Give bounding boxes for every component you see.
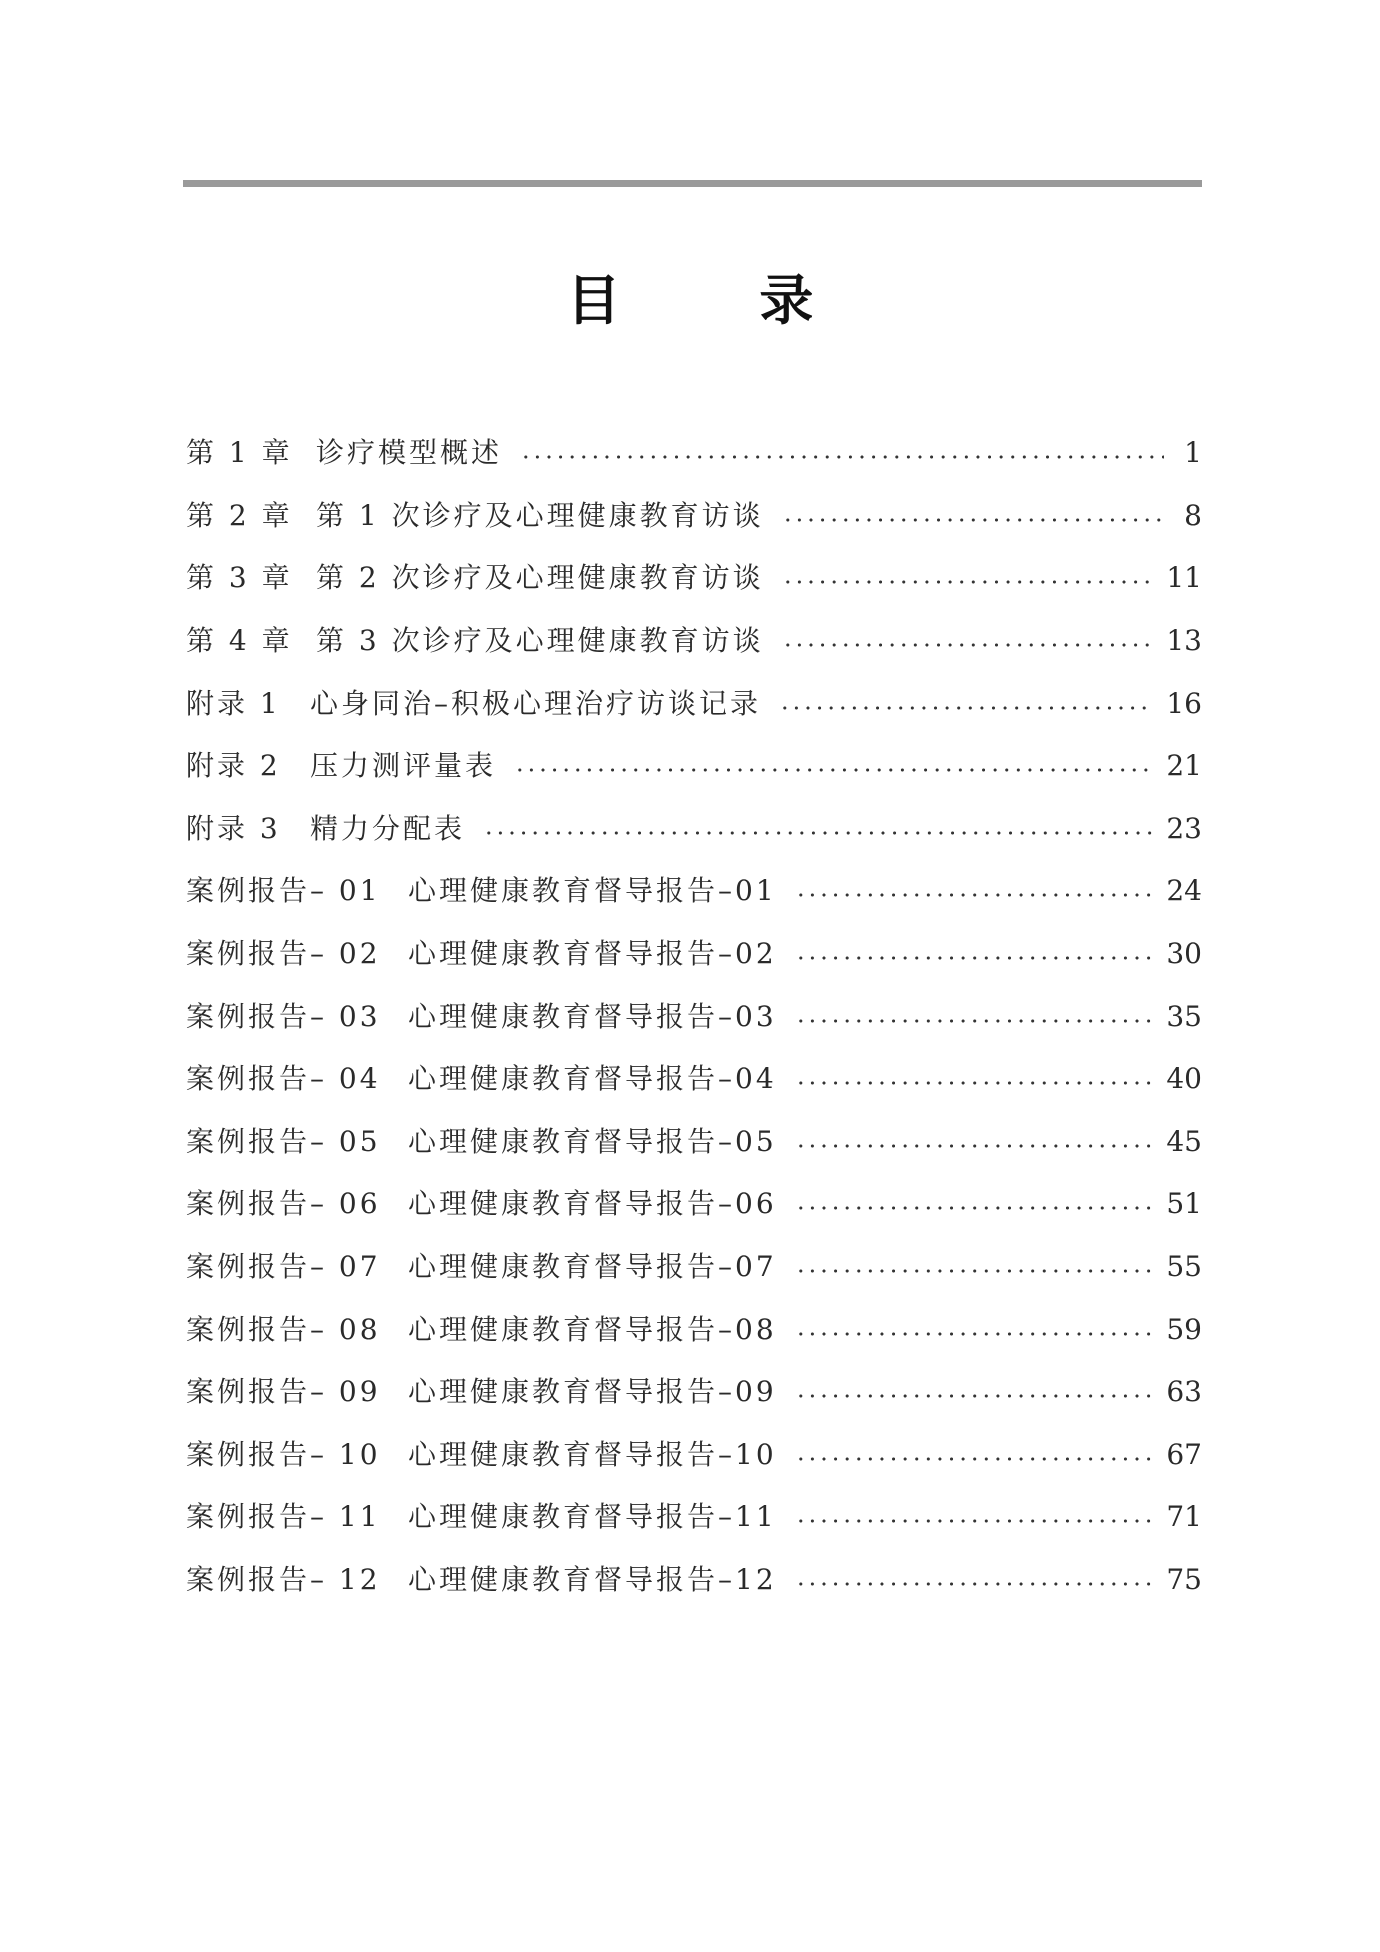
toc-entry-label: 案例报告– 07	[186, 1250, 381, 1284]
toc-entry[interactable]	[186, 547, 1202, 610]
dot-leader	[782, 518, 1164, 522]
toc-entry[interactable]	[186, 672, 1202, 735]
page-title: 目 录	[566, 269, 874, 332]
toc-entry[interactable]	[186, 1549, 1202, 1612]
dot-leader	[782, 643, 1153, 647]
toc-entry-page-number: 75	[1166, 1562, 1202, 1596]
dot-leader	[795, 1519, 1153, 1523]
toc-entry[interactable]	[186, 860, 1202, 923]
dot-leader	[514, 768, 1152, 772]
toc-entry-title: 心身同治–积极心理治疗访谈记录	[310, 686, 762, 720]
toc-entry-page-number: 1	[1184, 436, 1202, 470]
toc-entry-label: 案例报告– 09	[186, 1375, 381, 1409]
toc-entry-page-number: 35	[1166, 999, 1202, 1033]
toc-entry-label: 案例报告– 05	[186, 1124, 381, 1158]
toc-entry-title: 心理健康教育督导报告–02	[408, 937, 777, 971]
top-rule	[183, 180, 1202, 187]
toc-entry-title: 心理健康教育督导报告–04	[408, 1062, 777, 1096]
dot-leader	[795, 1206, 1153, 1210]
toc-entry[interactable]	[186, 1361, 1202, 1424]
dot-leader	[795, 893, 1153, 897]
toc-entry-title: 心理健康教育督导报告–09	[408, 1375, 777, 1409]
toc-entry-label: 案例报告– 01	[186, 874, 381, 908]
toc-entry-title: 心理健康教育督导报告–01	[408, 874, 777, 908]
toc-entry[interactable]	[186, 1048, 1202, 1111]
toc-entry-page-number: 23	[1166, 811, 1202, 845]
toc-entry-label: 第 2 章	[186, 498, 293, 532]
toc-entry[interactable]	[186, 735, 1202, 798]
toc-entry-label: 案例报告– 06	[186, 1187, 381, 1221]
toc-entry[interactable]	[186, 985, 1202, 1048]
toc-entry[interactable]	[186, 1486, 1202, 1549]
toc-entry-label: 第 4 章	[186, 624, 293, 658]
toc-entry[interactable]	[186, 1236, 1202, 1299]
toc-entry-title: 诊疗模型概述	[316, 436, 503, 470]
toc-entry[interactable]	[186, 1298, 1202, 1361]
toc-entry-page-number: 71	[1166, 1500, 1202, 1534]
dot-leader	[795, 1457, 1153, 1461]
dot-leader	[779, 706, 1152, 710]
toc-entry-page-number: 51	[1166, 1187, 1202, 1221]
toc-entry-label: 案例报告– 10	[186, 1437, 381, 1471]
toc-entry-title: 心理健康教育督导报告–07	[408, 1250, 777, 1284]
toc-entry-page-number: 21	[1166, 749, 1202, 783]
toc-entry-page-number: 13	[1166, 624, 1202, 658]
toc-entry-page-number: 55	[1166, 1250, 1202, 1284]
dot-leader	[782, 580, 1153, 584]
toc-entry-label: 附录 3	[186, 811, 281, 845]
toc-entry-title: 第 1 次诊疗及心理健康教育访谈	[316, 498, 764, 532]
toc-entry-page-number: 59	[1166, 1312, 1202, 1346]
toc-entry-title: 心理健康教育督导报告–10	[408, 1437, 777, 1471]
toc-entry-page-number: 45	[1166, 1124, 1202, 1158]
dot-leader	[520, 455, 1164, 459]
dot-leader	[795, 1332, 1153, 1336]
toc-entry-label: 案例报告– 03	[186, 999, 381, 1033]
toc-entry[interactable]	[186, 798, 1202, 861]
table-of-contents	[186, 422, 1202, 1611]
toc-entry-page-number: 8	[1184, 498, 1202, 532]
toc-entry-label: 第 1 章	[186, 436, 293, 470]
toc-entry-label: 案例报告– 08	[186, 1312, 381, 1346]
toc-entry-label: 案例报告– 04	[186, 1062, 381, 1096]
toc-entry-label: 案例报告– 12	[186, 1562, 381, 1596]
toc-entry-page-number: 30	[1166, 937, 1202, 971]
toc-entry-title: 精力分配表	[310, 811, 466, 845]
dot-leader	[795, 1582, 1153, 1586]
toc-entry[interactable]	[186, 1424, 1202, 1487]
toc-entry-page-number: 24	[1166, 874, 1202, 908]
toc-entry-title: 心理健康教育督导报告–05	[408, 1124, 777, 1158]
dot-leader	[795, 1269, 1153, 1273]
toc-entry-page-number: 16	[1166, 686, 1202, 720]
dot-leader	[795, 1144, 1153, 1148]
toc-entry-title: 心理健康教育督导报告–11	[408, 1500, 777, 1534]
dot-leader	[795, 1019, 1153, 1023]
toc-entry-title: 第 3 次诊疗及心理健康教育访谈	[316, 624, 764, 658]
toc-entry[interactable]	[186, 923, 1202, 986]
toc-entry-title: 心理健康教育督导报告–08	[408, 1312, 777, 1346]
toc-entry[interactable]	[186, 1111, 1202, 1174]
toc-entry[interactable]	[186, 1173, 1202, 1236]
toc-entry[interactable]	[186, 610, 1202, 673]
toc-entry-label: 案例报告– 11	[186, 1500, 381, 1534]
toc-entry-label: 附录 1	[186, 686, 281, 720]
dot-leader	[483, 831, 1152, 835]
toc-entry[interactable]	[186, 485, 1202, 548]
toc-entry-page-number: 40	[1166, 1062, 1202, 1096]
toc-entry-title: 压力测评量表	[310, 749, 497, 783]
toc-entry-label: 第 3 章	[186, 561, 293, 595]
toc-entry-page-number: 63	[1166, 1375, 1202, 1409]
dot-leader	[795, 956, 1153, 960]
toc-entry-title: 心理健康教育督导报告–12	[408, 1562, 777, 1596]
toc-entry[interactable]	[186, 422, 1202, 485]
toc-entry-label: 附录 2	[186, 749, 281, 783]
toc-entry-page-number: 11	[1166, 561, 1202, 595]
toc-entry-title: 心理健康教育督导报告–06	[408, 1187, 777, 1221]
dot-leader	[795, 1081, 1153, 1085]
toc-entry-title: 心理健康教育督导报告–03	[408, 999, 777, 1033]
toc-entry-label: 案例报告– 02	[186, 937, 381, 971]
toc-entry-page-number: 67	[1166, 1437, 1202, 1471]
dot-leader	[795, 1394, 1153, 1398]
toc-entry-title: 第 2 次诊疗及心理健康教育访谈	[316, 561, 764, 595]
